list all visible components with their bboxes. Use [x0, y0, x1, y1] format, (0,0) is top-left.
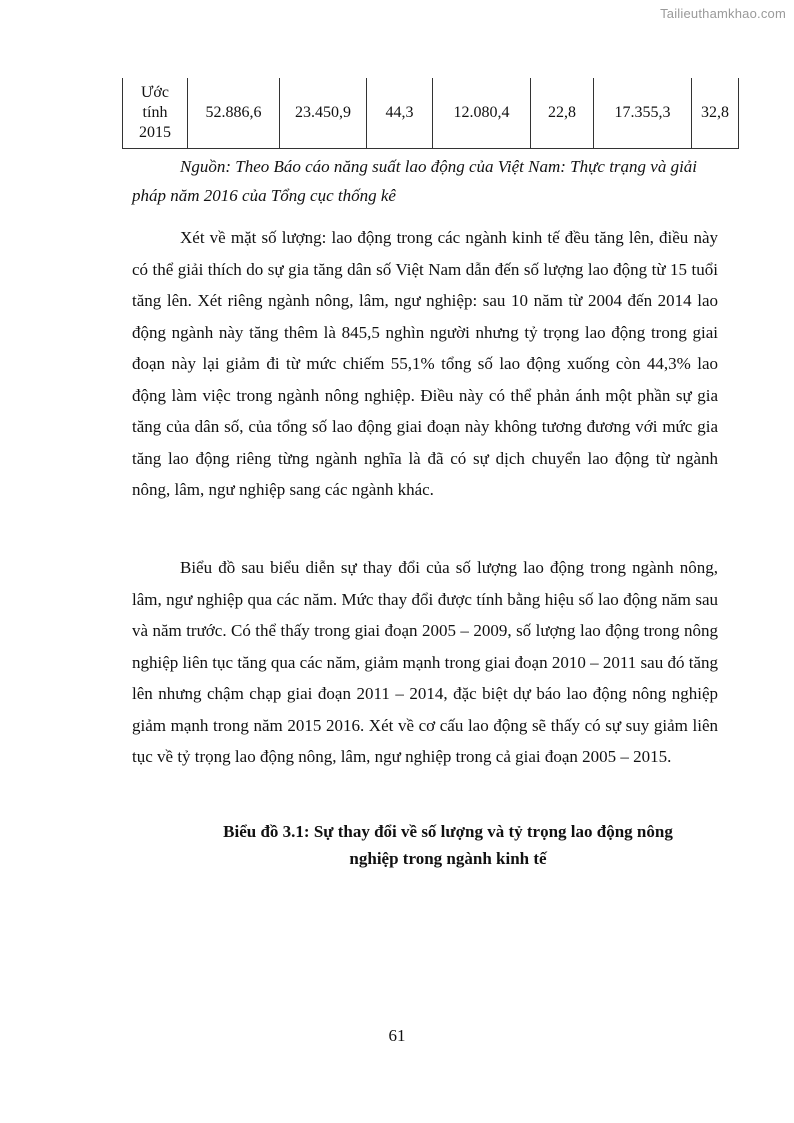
body-paragraph: Biểu đồ sau biểu diễn sự thay đổi của số lượng lao động trong ngành nông, lâm, ngư nghiệp qua các năm. Mức thay đổi được tính bằng hiệu số lao động năm sau và năm trước. Có thể thấy trong giai đoạn 2005 – 2009, số lượng lao động trong nông nghiệp liên tục tăng qua các năm, giảm mạnh trong giai đoạn 2010 – 2011 sau đó tăng lên nhưng chậm chạp giai đoạn 2011 – 2014, đặc biệt dự báo lao động nông nghiệp giảm mạnh trong năm 2015 2016. Xét về cơ cấu lao động sẽ thấy có sự suy giảm liên tục về tỷ trọng lao động nông, lâm, ngư nghiệp trong cả giai đoạn 2005 – 2015. — [132, 558, 718, 766]
page-number: 61 — [388, 1026, 406, 1045]
source-note: Nguồn: Theo Báo cáo năng suất lao động của Việt Nam: Thực trạng và giải pháp năm 2016 của Tổng cục thống kê — [132, 157, 698, 205]
body-paragraph: Xét về mặt số lượng: lao động trong các ngành kinh tế đều tăng lên, điều này có thể giải thích do sự gia tăng dân số Việt Nam dẫn đến số lượng lao động từ 15 tuổi tăng lên. Xét riêng ngành nông, lâm, ngư nghiệp: sau 10 năm từ 2004 đến 2014 lao động ngành này tăng thêm là 845,5 nghìn người nhưng tỷ trọng lao động trong giai đoạn này lại giảm đi từ mức chiếm 55,1% tổng số lao động xuống còn 44,3% lao động làm việc trong ngành nông nghiệp. Điều này có thể phản ánh một phần sự gia tăng của dân số, của tổng số lao động giai đoạn này không tương đương với mức gia tăng lao động riêng từng ngành nghĩa là đã có sự dịch chuyển lao động từ ngành nông, lâm, ngư nghiệp sang các ngành khác. — [132, 228, 718, 499]
table-cell: 22,8 — [531, 78, 594, 149]
table-cell: 52.886,6 — [188, 78, 280, 149]
table-cell: 44,3 — [367, 78, 433, 149]
year-label: Ước tính 2015 — [139, 84, 171, 141]
table-cell: 12.080,4 — [433, 78, 531, 149]
watermark-text: Tailieuthamkhao.com — [660, 6, 786, 21]
table-cell-year — [123, 78, 188, 149]
table-row — [123, 78, 739, 149]
data-table — [122, 78, 739, 149]
table-cell: 32,8 — [692, 78, 739, 149]
table-cell: 17.355,3 — [594, 78, 692, 149]
figure-caption: Biểu đồ 3.1: Sự thay đổi về số lượng và tỷ trọng lao động nông nghiệp trong ngành kinh tế — [223, 822, 673, 868]
table-cell: 23.450,9 — [280, 78, 367, 149]
